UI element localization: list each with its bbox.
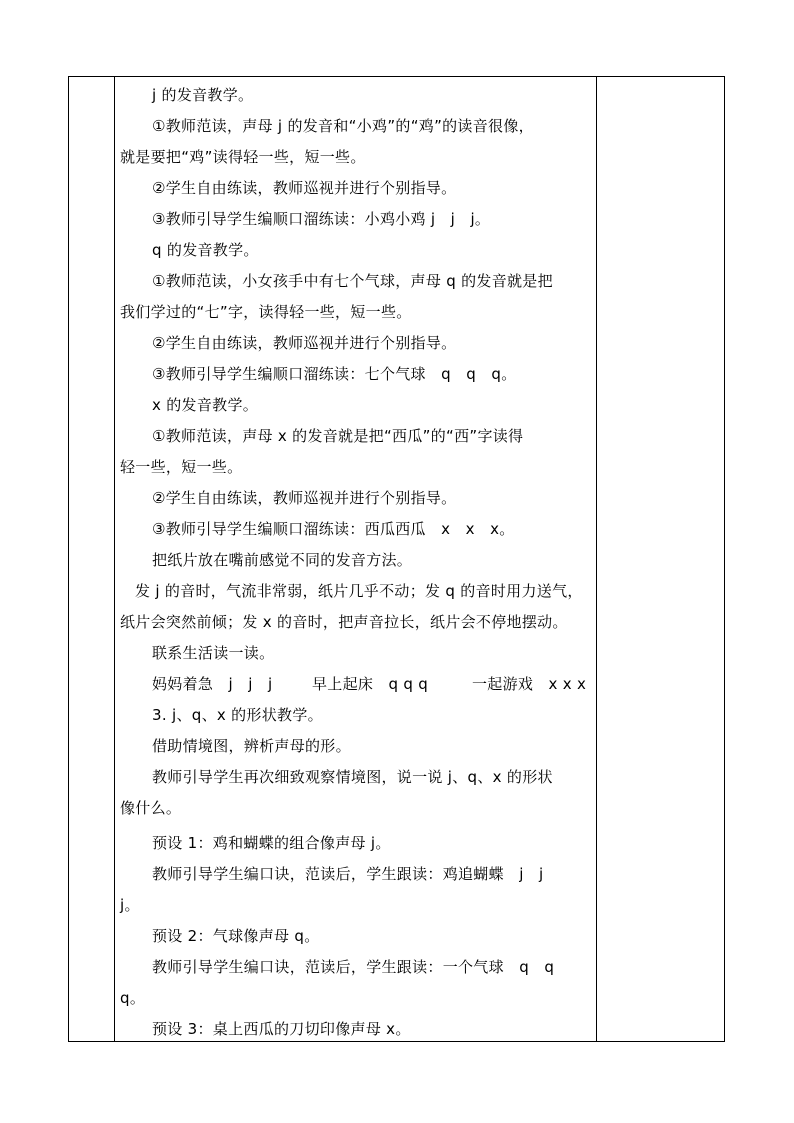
life-read-j: 妈妈着急 j j j (152, 675, 273, 693)
paragraph-line: 预设 1：鸡和蝴蝶的组合像声母 j。 (152, 834, 391, 852)
paragraph-line: 发 j 的音时，气流非常弱，纸片几乎不动；发 q 的音时用力送气， (135, 582, 583, 600)
paragraph-line: 就是要把“鸡”读得轻一些，短一些。 (120, 148, 366, 166)
paragraph-line: 纸片会突然前倾；发 x 的音时，把声音拉长，纸片会不停地摆动。 (120, 613, 568, 631)
life-read-line (152, 674, 586, 694)
paragraph-line: ②学生自由练读，教师巡视并进行个别指导。 (152, 179, 457, 197)
paragraph-line: 把纸片放在嘴前感觉不同的发音方法。 (152, 551, 413, 569)
paragraph-line: ①教师范读，小女孩手中有七个气球，声母 q 的发音就是把 (152, 272, 553, 290)
paragraph-line: q 的发音教学。 (152, 241, 259, 259)
paragraph-line: 像什么。 (120, 799, 182, 817)
paragraph-line: ③教师引导学生编顺口溜练读：西瓜西瓜 x x x。 (152, 520, 515, 538)
left-column-divider (114, 77, 115, 1041)
paragraph-line: 教师引导学生编口诀，范读后，学生跟读：鸡追蝴蝶 j j (152, 865, 544, 883)
paragraph-line: x 的发音教学。 (152, 396, 259, 414)
paragraph-line: ②学生自由练读，教师巡视并进行个别指导。 (152, 334, 457, 352)
paragraph-line: j 的发音教学。 (152, 86, 254, 104)
paragraph-line: 预设 2：气球像声母 q。 (152, 927, 320, 945)
paragraph-line: ①教师范读，声母 x 的发音就是把“西瓜”的“西”字读得 (152, 427, 524, 445)
paragraph-line: ③教师引导学生编顺口溜练读：七个气球 q q q。 (152, 365, 517, 383)
paragraph-line: 教师引导学生再次细致观察情境图，说一说 j、q、x 的形状 (152, 768, 553, 786)
paragraph-line: 预设 3：桌上西瓜的刀切印像声母 x。 (152, 1020, 411, 1038)
section-heading: 3. j、q、x 的形状教学。 (152, 706, 323, 724)
paragraph-line: ①教师范读，声母 j 的发音和“小鸡”的“鸡”的读音很像， (152, 117, 534, 135)
paragraph-line: 我们学过的“七”字，读得轻一些，短一些。 (120, 303, 412, 321)
life-read-x: 一起游戏 x x x (472, 675, 587, 693)
paragraph-line: 轻一些，短一些。 (120, 458, 243, 476)
life-read-q: 早上起床 q q q (312, 675, 429, 693)
paragraph-line: q。 (120, 989, 146, 1007)
paragraph-line: ③教师引导学生编顺口溜练读：小鸡小鸡 j j j。 (152, 210, 491, 228)
right-column-divider (596, 77, 597, 1041)
paragraph-line: 借助情境图，辨析声母的形。 (152, 737, 351, 755)
paragraph-line: ②学生自由练读，教师巡视并进行个别指导。 (152, 489, 457, 507)
lesson-table (68, 76, 725, 1042)
lesson-content (117, 77, 593, 1041)
paragraph-line: 教师引导学生编口诀，范读后，学生跟读：一个气球 q q (152, 958, 555, 976)
paragraph-line: 联系生活读一读。 (152, 644, 275, 662)
paragraph-line: j。 (120, 896, 140, 914)
